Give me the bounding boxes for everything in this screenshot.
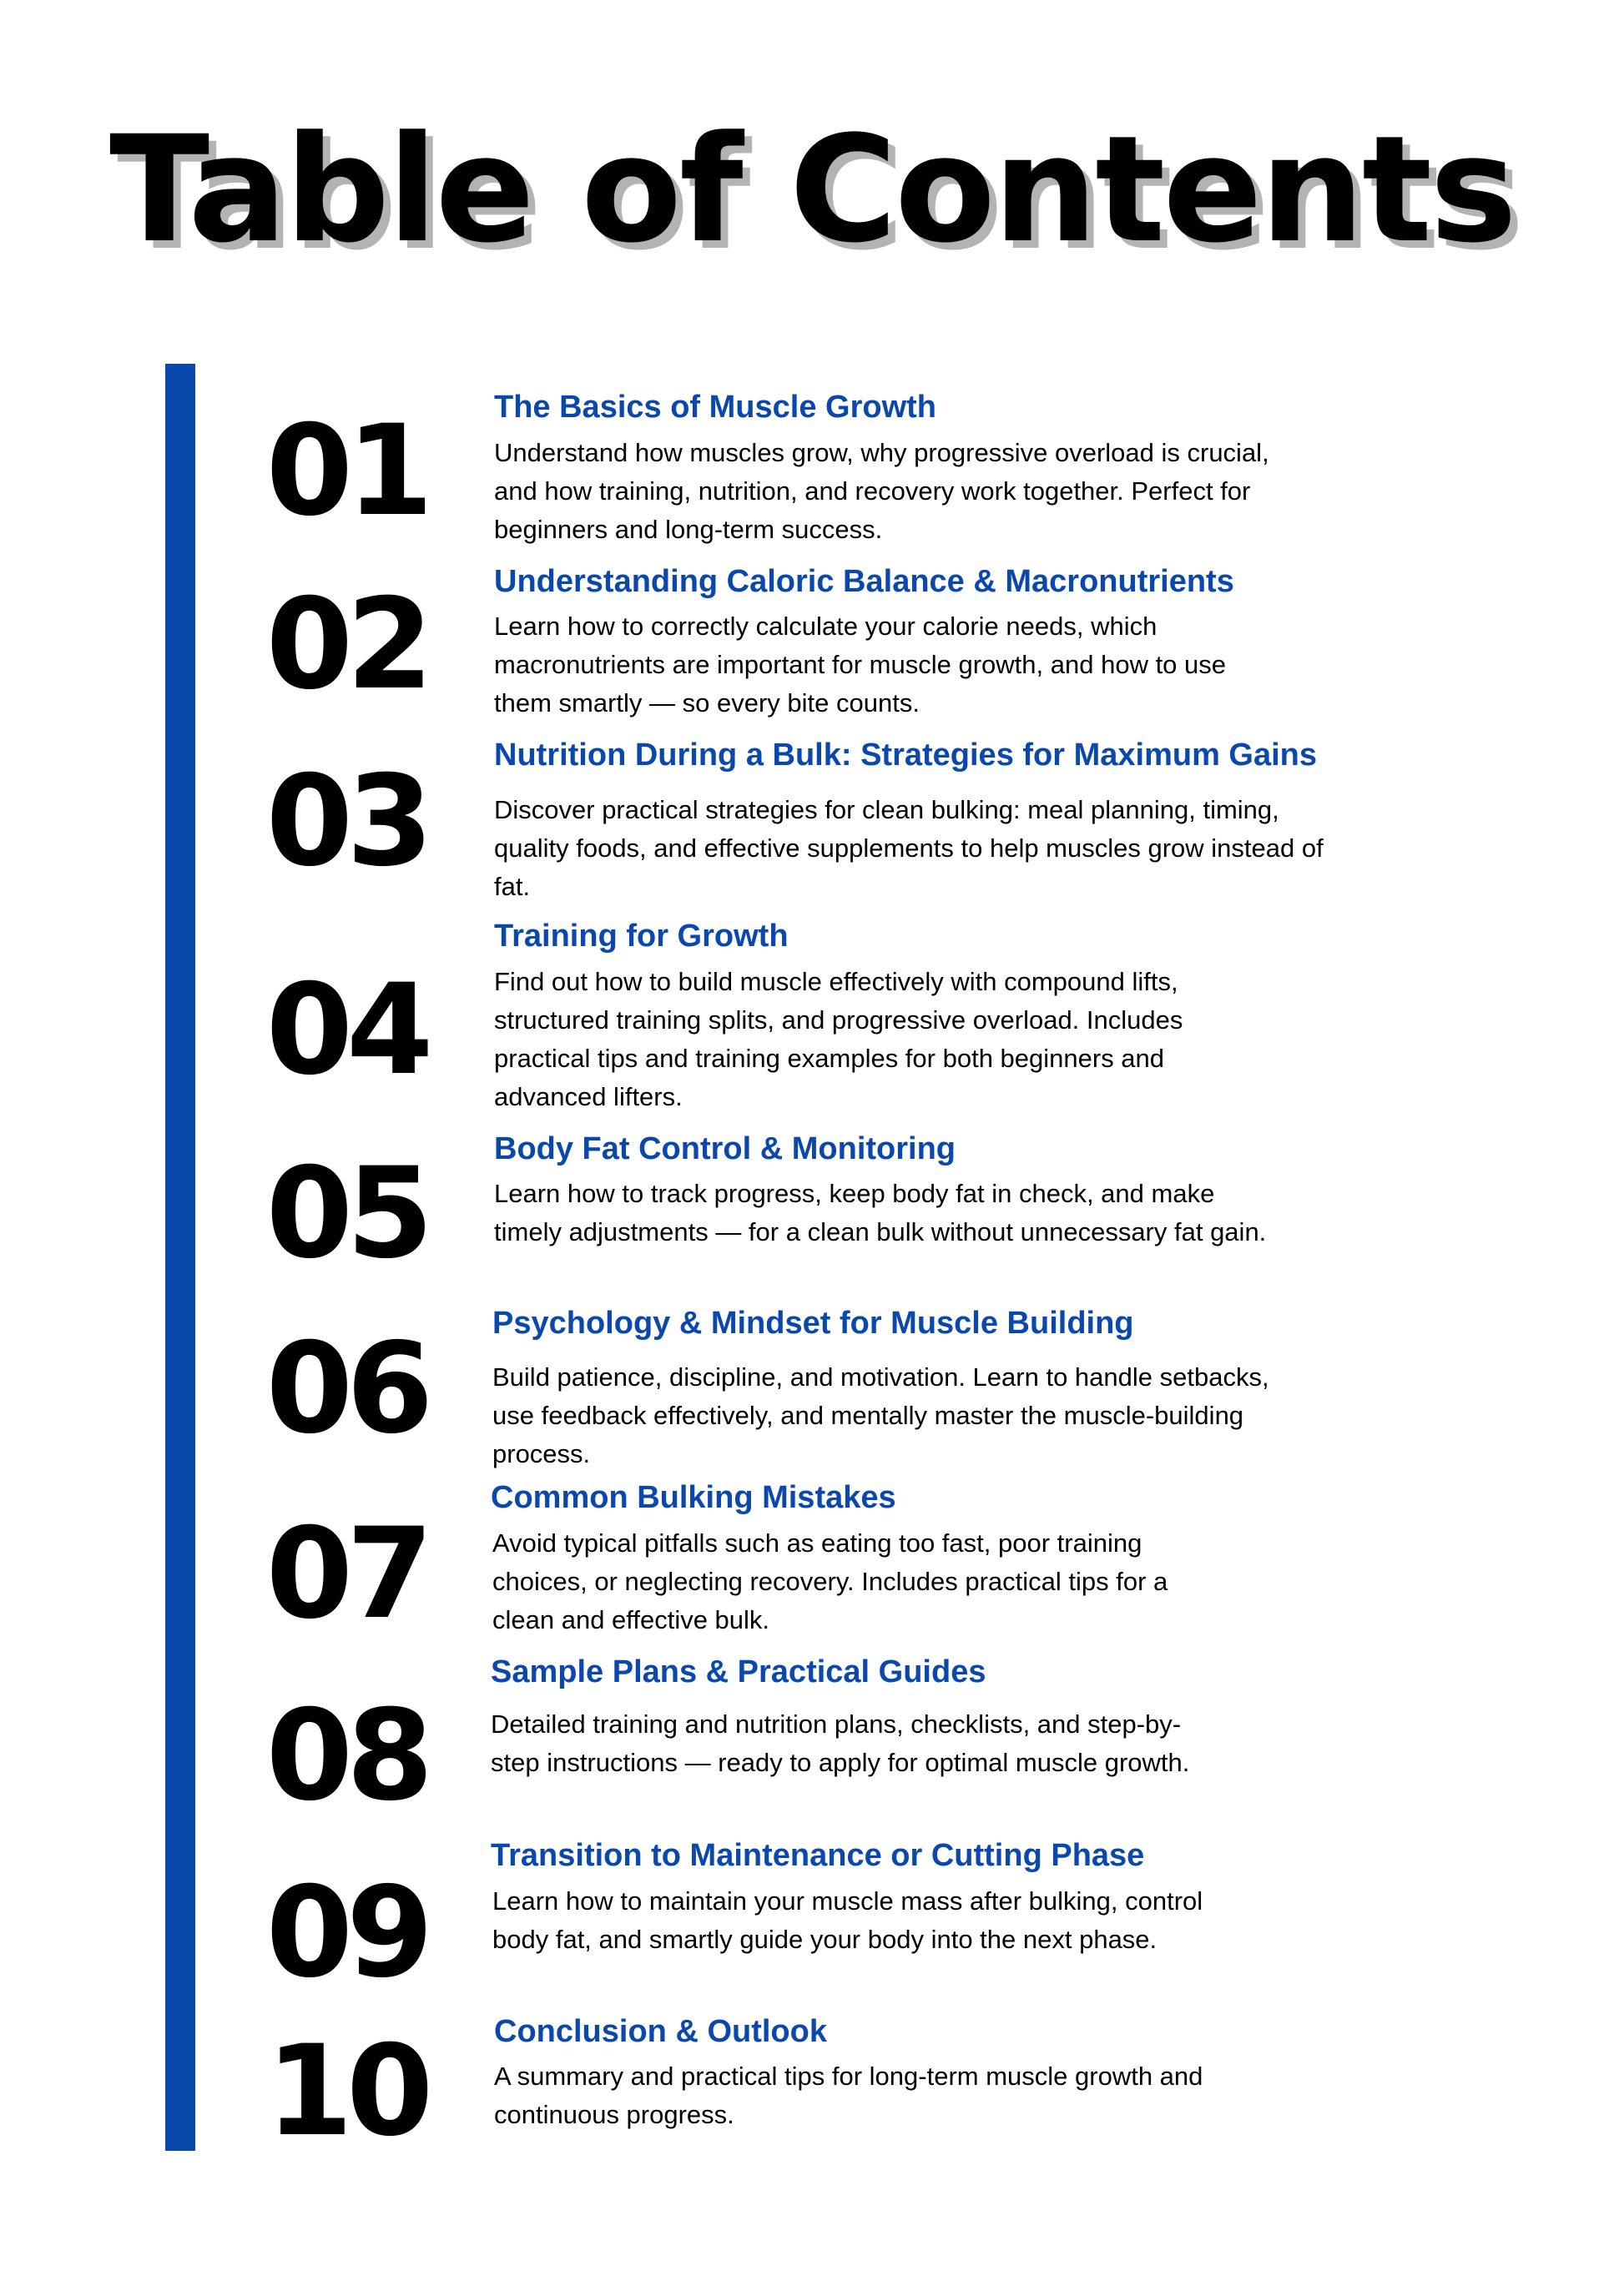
- description-line: Discover practical strategies for clean bulking: meal planning, timing,: [494, 795, 1279, 824]
- entry-description: [494, 2057, 1203, 2134]
- description-line: Learn how to correctly calculate your calorie needs, which: [494, 612, 1157, 641]
- description-line: Learn how to track progress, keep body fat in check, and make: [494, 1179, 1215, 1208]
- entry-description: [494, 607, 1226, 723]
- description-line: Find out how to build muscle effectively with compound lifts,: [494, 967, 1178, 996]
- entry-heading[interactable]: Transition to Maintenance or Cutting Phase: [491, 1838, 1145, 1873]
- entry-number: 02: [265, 572, 427, 718]
- entry-description: [492, 1358, 1269, 1473]
- entry-heading[interactable]: Understanding Caloric Balance & Macronutrients: [494, 564, 1234, 599]
- description-line: Understand how muscles grow, why progressive overload is crucial,: [494, 438, 1269, 467]
- description-line: quality foods, and effective supplements to help muscles grow instead of: [494, 833, 1324, 863]
- entry-number: 03: [265, 749, 427, 894]
- description-line: clean and effective bulk.: [492, 1605, 770, 1634]
- description-line: structured training splits, and progressive overload. Includes: [494, 1005, 1183, 1035]
- description-line: Detailed training and nutrition plans, checklists, and step-by-: [491, 1709, 1182, 1739]
- entry-number: 04: [265, 958, 427, 1103]
- description-line: practical tips and training examples for both beginners and: [494, 1044, 1165, 1073]
- entry-heading[interactable]: Psychology & Mindset for Muscle Building: [492, 1306, 1134, 1341]
- entry-description: [492, 1524, 1168, 1639]
- description-line: them smartly — so every bite counts.: [494, 688, 920, 718]
- entry-number: 06: [265, 1317, 427, 1462]
- accent-bar: [165, 364, 195, 2151]
- description-line: process.: [492, 1439, 591, 1468]
- entry-heading[interactable]: Nutrition During a Bulk: Strategies for Maximum Gains: [494, 738, 1318, 773]
- description-line: continuous progress.: [494, 2100, 734, 2129]
- entry-number: 01: [265, 399, 427, 544]
- entry-heading[interactable]: Common Bulking Mistakes: [491, 1480, 896, 1515]
- description-line: A summary and practical tips for long-term muscle growth and: [494, 2062, 1203, 2091]
- description-line: use feedback effectively, and mentally master the muscle-building: [492, 1401, 1244, 1430]
- description-line: fat.: [494, 872, 531, 901]
- entry-heading[interactable]: The Basics of Muscle Growth: [494, 390, 936, 425]
- entry-heading[interactable]: Conclusion & Outlook: [494, 2014, 827, 2049]
- description-line: macronutrients are important for muscle growth, and how to use: [494, 650, 1227, 679]
- entry-description: [494, 1175, 1266, 1251]
- description-line: choices, or neglecting recovery. Includes practical tips for a: [492, 1567, 1168, 1596]
- entry-heading[interactable]: Training for Growth: [494, 919, 789, 954]
- description-line: timely adjustments — for a clean bulk without unnecessary fat gain.: [494, 1217, 1267, 1246]
- entry-heading[interactable]: Sample Plans & Practical Guides: [491, 1654, 986, 1689]
- description-line: and how training, nutrition, and recovery work together. Perfect for: [494, 476, 1251, 506]
- description-line: advanced lifters.: [494, 1082, 683, 1111]
- description-line: step instructions — ready to apply for optimal muscle growth.: [491, 1748, 1190, 1777]
- entry-number: 07: [265, 1502, 427, 1647]
- entry-number: 10: [265, 2019, 427, 2164]
- description-line: body fat, and smartly guide your body into the next phase.: [492, 1925, 1157, 1954]
- entry-description: [492, 1882, 1203, 1959]
- description-line: Build patience, discipline, and motivation. Learn to handle setbacks,: [492, 1362, 1269, 1392]
- entry-heading[interactable]: Body Fat Control & Monitoring: [494, 1131, 956, 1166]
- entry-number: 09: [265, 1860, 427, 2006]
- page-title: Table of Contents: [109, 104, 1515, 275]
- description-line: beginners and long-term success.: [494, 515, 883, 544]
- entry-description: [494, 434, 1269, 549]
- entry-number: 05: [265, 1141, 427, 1286]
- entry-description: [494, 963, 1183, 1116]
- entry-description: [494, 791, 1324, 906]
- entry-description: [491, 1705, 1189, 1782]
- description-line: Learn how to maintain your muscle mass after bulking, control: [492, 1886, 1203, 1916]
- entry-number: 08: [265, 1684, 427, 1829]
- description-line: Avoid typical pitfalls such as eating too fast, poor training: [492, 1528, 1142, 1558]
